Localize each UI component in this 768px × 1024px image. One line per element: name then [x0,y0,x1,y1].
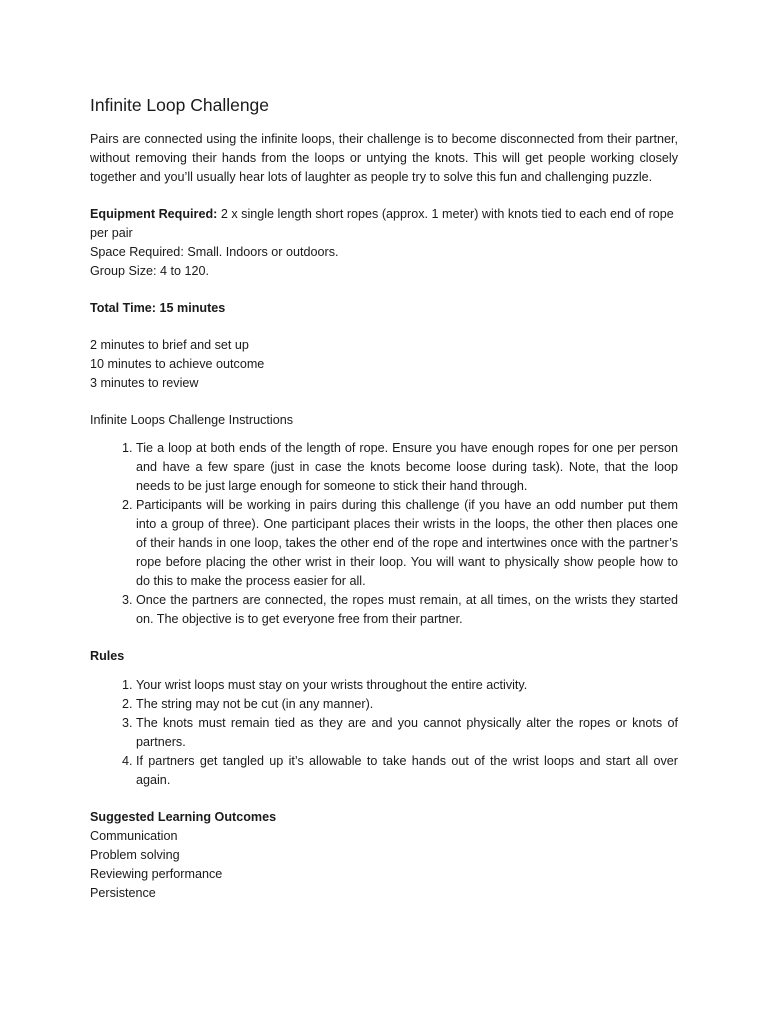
outcomes-heading: Suggested Learning Outcomes [90,810,277,824]
instructions-heading: Infinite Loops Challenge Instructions [90,413,294,427]
rule-item: 4. If partners get tangled up it’s allowable to take hands out of the wrist loops and start all over again. [136,752,678,790]
rule-item: 1. Your wrist loops must stay on your wrists throughout the entire activity. [136,676,678,695]
outcome-item: Reviewing performance [90,867,223,881]
instruction-item: 3. Once the partners are connected, the ropes must remain, at all times, on the wrists they started on. The objective is to get everyone free from their partner. [136,591,678,629]
timing-item: 3 minutes to review [90,376,199,390]
outcome-item: Problem solving [90,848,180,862]
timing-item: 2 minutes to brief and set up [90,338,249,352]
instruction-item: 1. Tie a loop at both ends of the length of rope. Ensure you have enough ropes for one per person and have a few spare (just in case the knots become loose during task). Note, that the loop needs to be just large enough for someone to stick their hand through. [136,439,678,496]
total-time: Total Time: 15 minutes [90,301,226,315]
document-title: Infinite Loop Challenge [90,95,270,115]
space-line: Space Required: Small. Indoors or outdoors. [90,245,339,259]
outcome-item: Persistence [90,886,156,900]
instructions-list [90,439,678,629]
rules-heading: Rules [90,649,125,663]
rules-list [90,676,678,790]
equipment-line [90,205,678,243]
rule-item: 2. The string may not be cut (in any manner). [136,695,678,714]
outcome-item: Communication [90,829,178,843]
equipment-value: 2 x single length short ropes (approx. 1 meter) with knots tied to each end of rope per pair [90,207,674,240]
group-size-line: Group Size: 4 to 120. [90,264,210,278]
equipment-label: Equipment Required: [90,207,218,221]
instruction-item: 2. Participants will be working in pairs during this challenge (if you have an odd number put them into a group of three). One participant places their wrists in the loops, the other then places one of their hands in one loop, takes the other end of the rope and intertwines once with the partner’s rope before placing the other wrist in their loop. You will want to physically show people how to do this to make the process easier for all. [136,496,678,591]
outcomes-section [90,808,678,903]
timing-list [90,336,678,393]
timing-item: 10 minutes to achieve outcome [90,357,265,371]
rule-item: 3. The knots must remain tied as they are and you cannot physically alter the ropes or knots of partners. [136,714,678,752]
document-page [90,94,678,903]
intro-paragraph: Pairs are connected using the infinite loops, their challenge is to become disconnected from their partner, without removing their hands from the loops or untying the knots. This will get people working closely together and you’ll usually hear lots of laughter as people try to solve this fun and challenging puzzle. [90,132,678,184]
